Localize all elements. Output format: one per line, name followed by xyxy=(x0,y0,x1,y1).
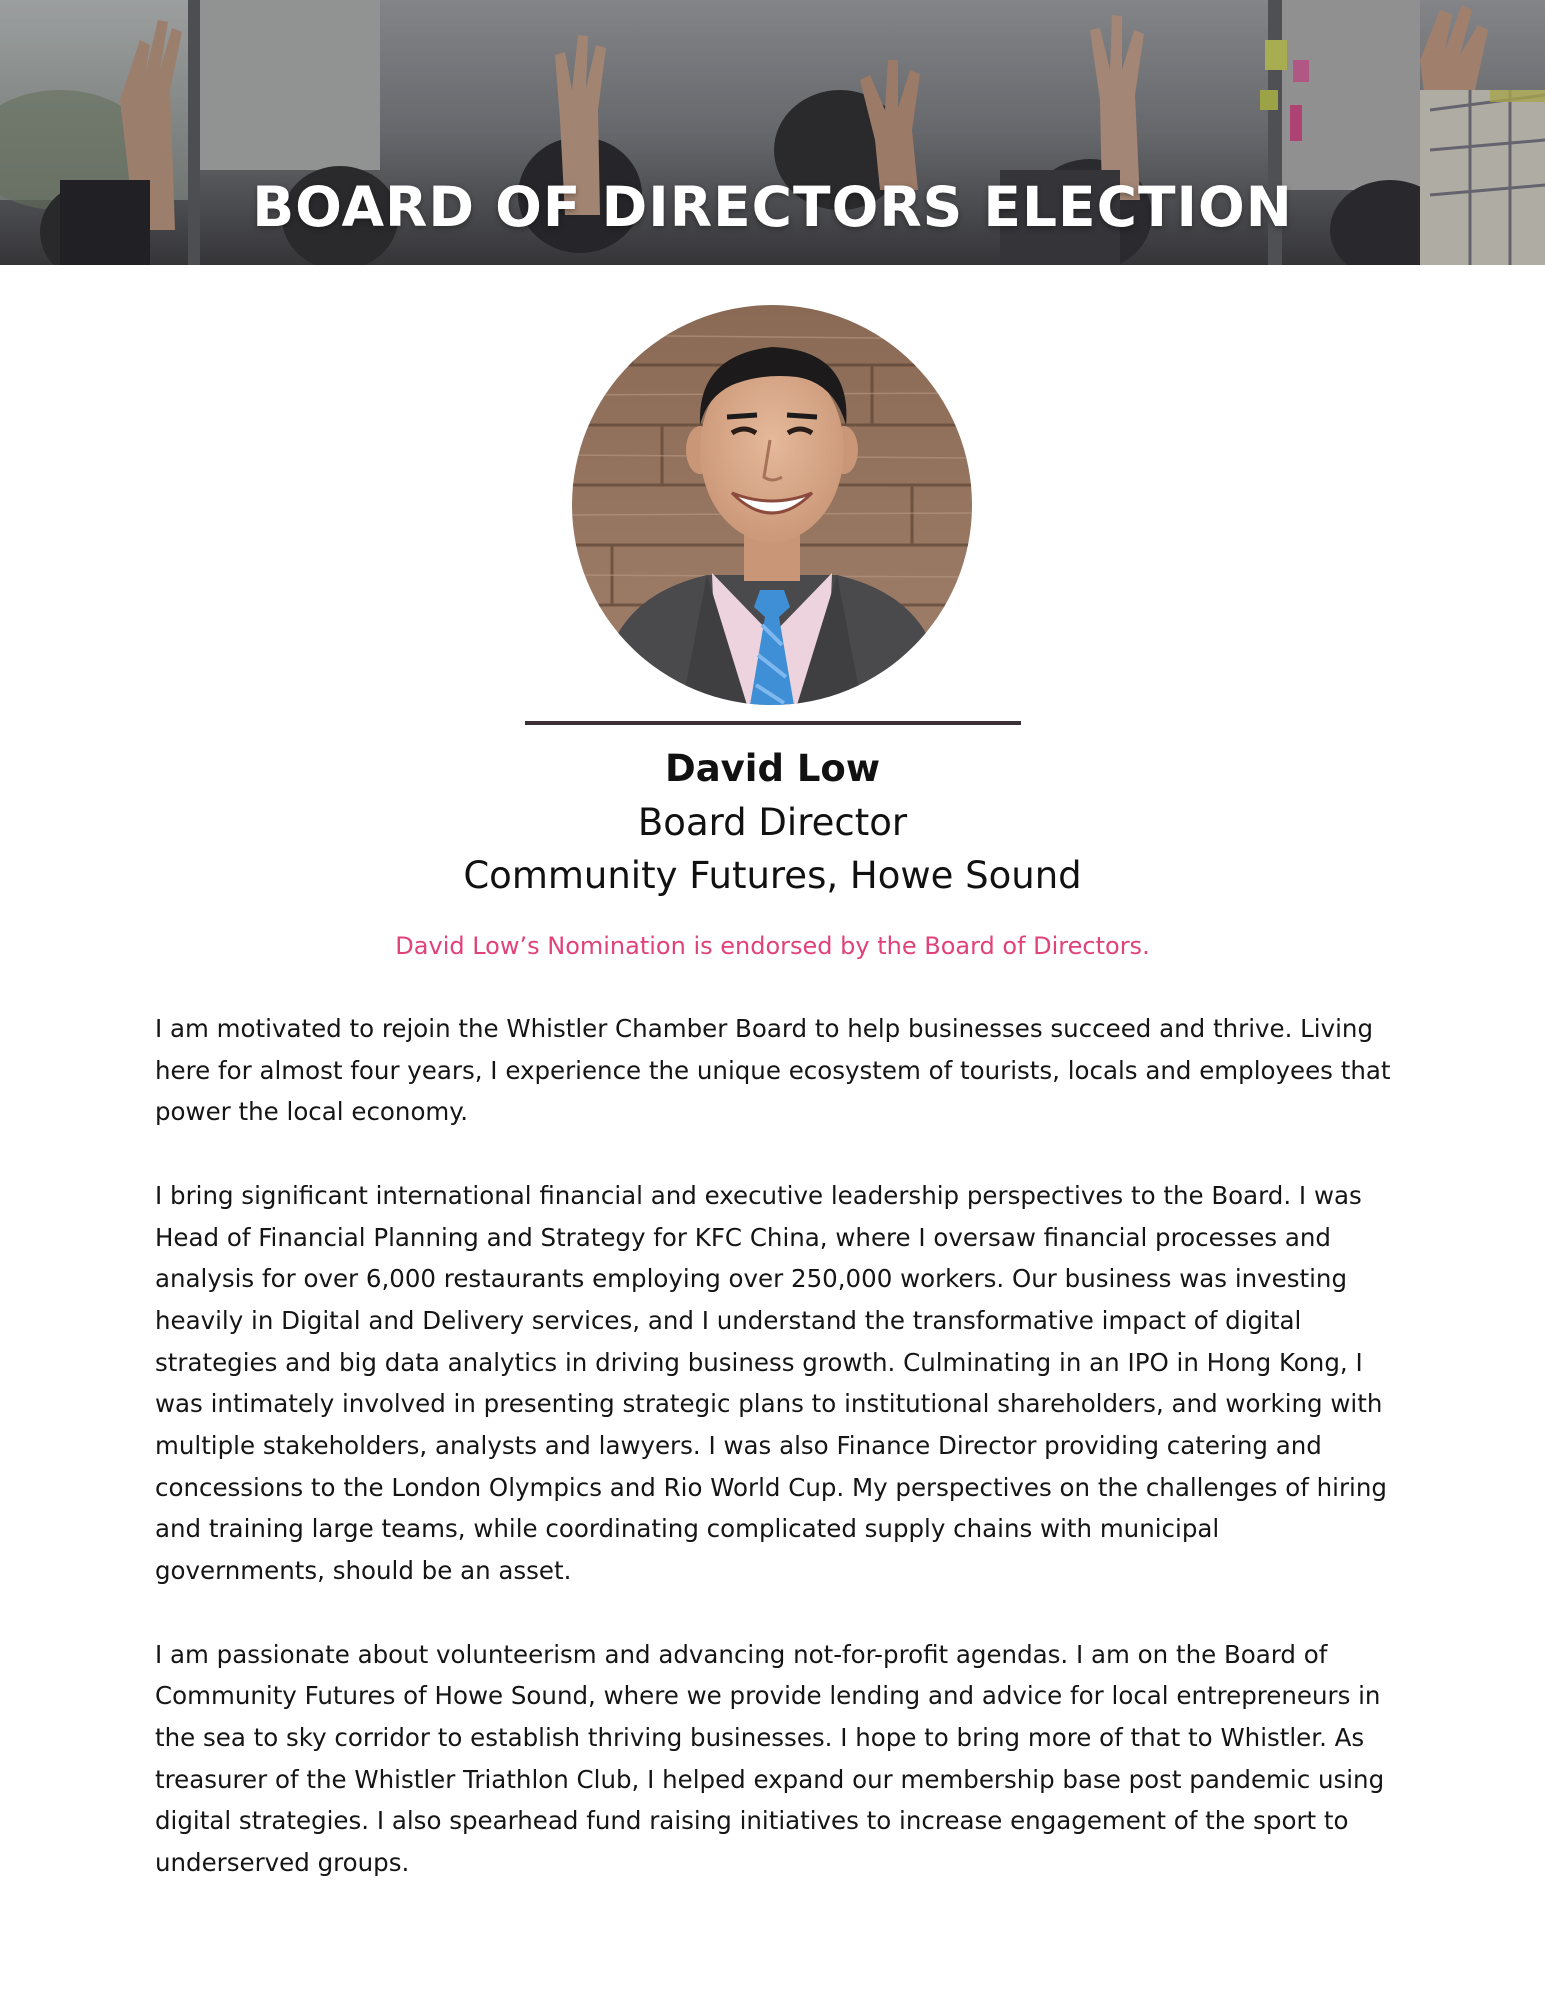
candidate-name: David Low xyxy=(664,747,881,790)
statement-paragraph: I bring significant international financial and executive leadership perspectives to the Board. I was Head of Financial Planning and Strategy for KFC China, where I oversaw financial processes and analysis for over 6,000 restaurants employing over 250,000 workers. Our business was investing heavily in Digital and Delivery services, and I understand the transformative impact of digital strategies and big data analytics in driving business growth. Culminating in an IPO in Hong Kong, I was intimately involved in presenting strategic plans to institutional shareholders, and working with multiple stakeholders, analysts and lawyers. I was also Finance Director providing catering and concessions to the London Olympics and Rio World Cup. My perspectives on the challenges of hiring and training large teams, while coordinating complicated supply chains with municipal governments, should be an asset. xyxy=(155,1180,1387,1586)
candidate-role: Board Director xyxy=(637,801,908,844)
statement-paragraph: I am passionate about volunteerism and advancing not-for-profit agendas. I am on the Board of Community Futures of Howe Sound, where we provide lending and advice for local entrepreneurs in the sea to sky corridor to establish thriving businesses. I hope to bring more of that to Whistler. As treasurer of the Whistler Triathlon Club, I helped expand our membership base post pandemic using digital strategies. I also spearhead fund raising initiatives to increase engagement of the sport to underserved groups. xyxy=(155,1639,1385,1878)
candidate-portrait-image xyxy=(572,305,972,705)
page-title: BOARD OF DIRECTORS ELECTION xyxy=(252,174,1293,239)
statement-paragraph: I am motivated to rejoin the Whistler Chamber Board to help businesses succeed and thrive. Living here for almost four years, I experience the unique ecosystem of tourists, locals and employees that power the local economy. xyxy=(155,1014,1391,1127)
candidate-organization: Community Futures, Howe Sound xyxy=(463,854,1082,897)
candidate-info xyxy=(0,742,1545,902)
endorsement-note: David Low’s Nomination is endorsed by the Board of Directors. xyxy=(395,932,1150,960)
candidate-photo xyxy=(572,305,972,705)
name-divider xyxy=(525,721,1021,725)
header-banner xyxy=(0,0,1545,265)
candidate-statement xyxy=(155,1008,1395,1925)
